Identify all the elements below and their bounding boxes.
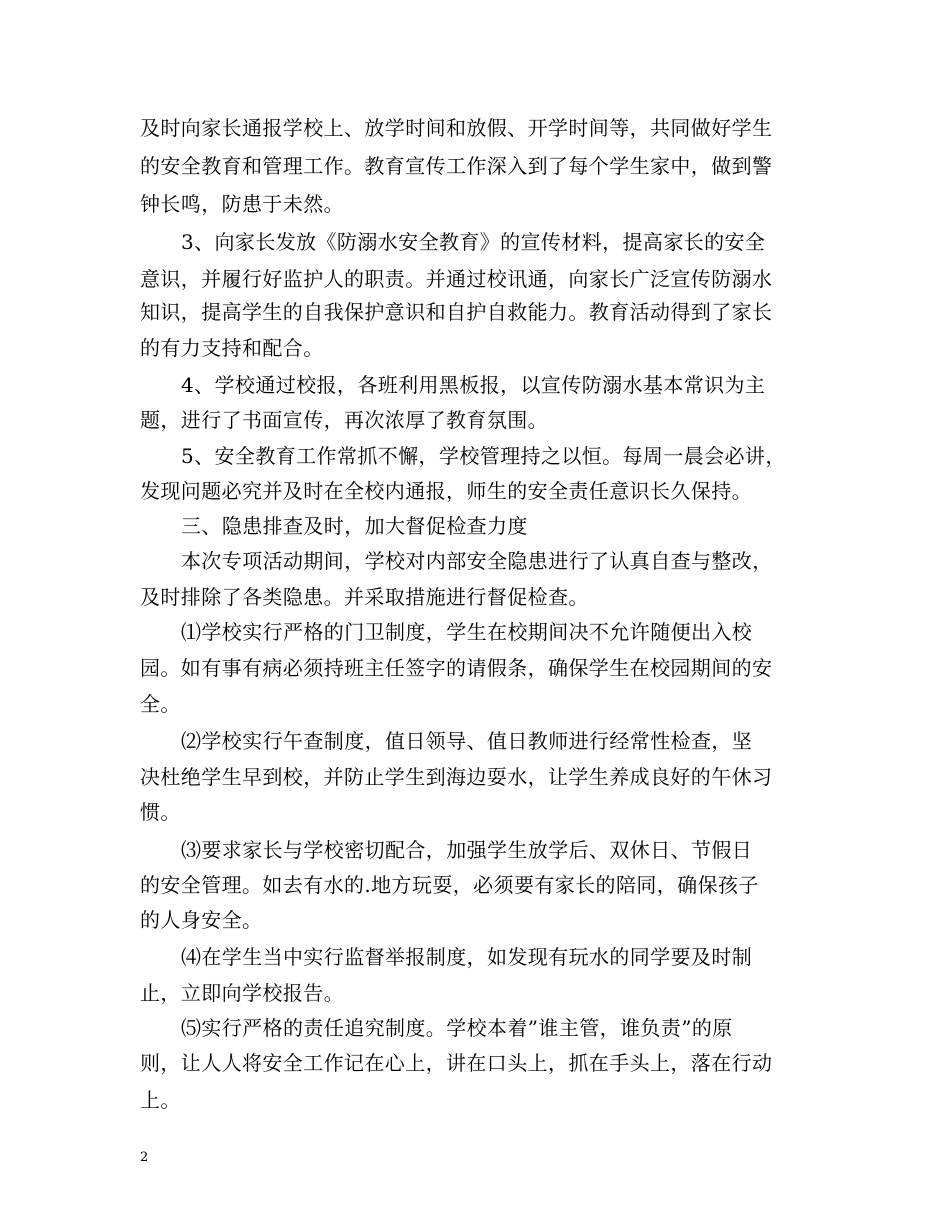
- text-line: 的人身安全。: [140, 908, 263, 932]
- page-number: 2: [140, 1150, 149, 1165]
- text-line: 本次专项活动期间，学校对内部安全隐患进行了认真自查与整改，: [181, 549, 773, 573]
- text-line: 园。如有事有病必须持班主任签字的请假条，确保学生在校园期间的安: [140, 656, 773, 680]
- section-heading: 三、隐患排查及时，加大督促检查力度: [181, 514, 528, 538]
- text-line: 5、安全教育工作常抓不懈，学校管理持之以恒。每周一晨会必讲，: [181, 444, 786, 468]
- text-line: ⑶要求家长与学校密切配合，加强学生放学后、双休日、节假日: [181, 838, 753, 862]
- text-line: ⑴学校实行严格的门卫制度，学生在校期间决不允许随便出入校: [181, 620, 753, 644]
- text-line: 4、学校通过校报，各班利用黑板报，以宣传防溺水基本常识为主: [181, 373, 766, 397]
- text-line: 题，进行了书面宣传，再次浓厚了教育氛围。: [140, 408, 548, 432]
- text-line: 3、向家长发放《防溺水安全教育》的宣传材料，提高家长的安全: [181, 230, 766, 254]
- text-line: 上。: [140, 1088, 181, 1112]
- text-line: 及时向家长通报学校上、放学时间和放假、开学时间等，共同做好学生: [140, 116, 773, 140]
- text-line: 止，立即向学校报告。: [140, 981, 344, 1005]
- text-line: 的有力支持和配合。: [140, 336, 324, 360]
- text-line: 的安全管理。如去有水的.地方玩耍，必须要有家长的陪同，确保孩子: [140, 873, 759, 897]
- text-line: ⑵学校实行午查制度，值日领导、值日教师进行经常性检查，坚: [181, 729, 753, 753]
- text-line: ⑷在学生当中实行监督举报制度，如发现有玩水的同学要及时制: [181, 945, 753, 969]
- text-line: 决杜绝学生早到校，并防止学生到海边耍水，让学生养成良好的午休习: [140, 765, 773, 789]
- text-line: 全。: [140, 692, 181, 716]
- text-line: 钟长鸣，防患于未然。: [140, 192, 344, 216]
- text-line: 则，让人人将安全工作记在心上，讲在口头上，抓在手头上，落在行动: [140, 1051, 773, 1075]
- text-line: 及时排除了各类隐患。并采取措施进行督促检查。: [140, 585, 589, 609]
- text-line: 意识，并履行好监护人的职责。并通过校讯通，向家长广泛宣传防溺水: [140, 267, 773, 291]
- text-line: 发现问题必究并及时在全校内通报，师生的安全责任意识长久保持。: [140, 479, 752, 503]
- text-line: 惯。: [140, 800, 181, 824]
- text-line: 的安全教育和管理工作。教育宣传工作深入到了每个学生家中，做到警: [140, 154, 773, 178]
- text-line: 知识，提高学生的自我保护意识和自护自救能力。教育活动得到了家长: [140, 300, 773, 324]
- text-line: ⑸实行严格的责任追究制度。学校本着”谁主管，谁负责”的原: [181, 1016, 733, 1040]
